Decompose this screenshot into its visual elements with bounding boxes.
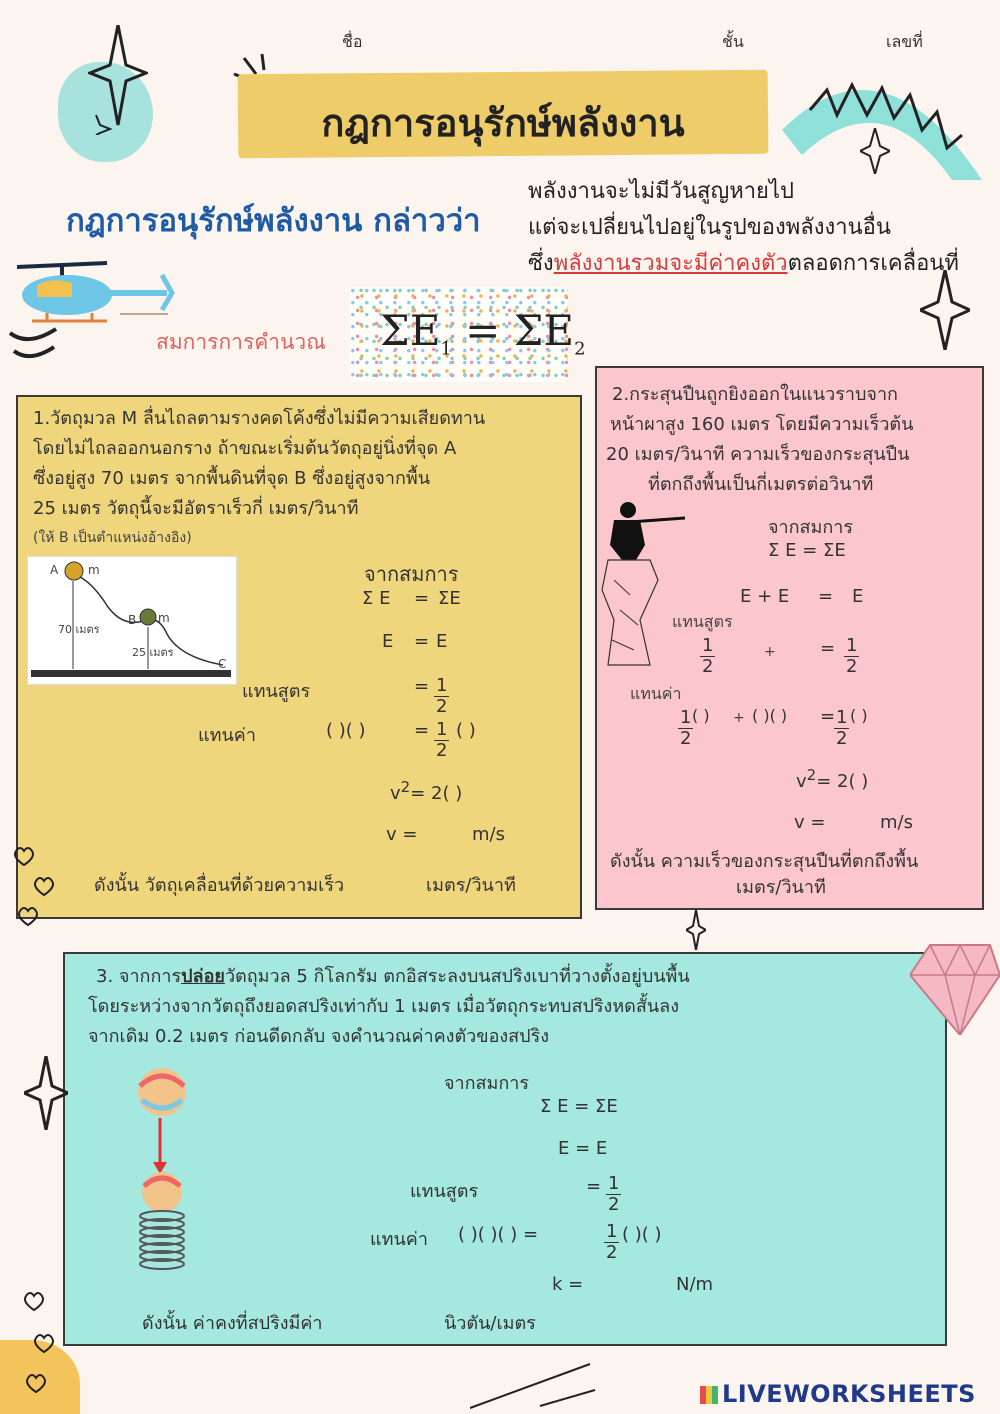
q1-half-1: $\frac{1}{2}$ bbox=[436, 675, 448, 717]
law-line-3-pre: ซึ่ง bbox=[528, 251, 554, 276]
q3-paren-pair: ( )( ) bbox=[622, 1224, 662, 1245]
liveworksheets-logo[interactable]: LIVEWORKSHEETS bbox=[700, 1380, 976, 1408]
q2-paren-one-2: ( ) bbox=[850, 706, 868, 725]
logo-icon bbox=[700, 1386, 718, 1404]
law-line-2: แต่จะเปลี่ยนไปอยู่ในรูปของพลังงานอื่น bbox=[528, 215, 891, 240]
q2-value-eq: = bbox=[820, 706, 836, 727]
q3-sub-formula: แทนสูตร bbox=[410, 1181, 479, 1202]
equation-label: สมการการคำนวณ bbox=[156, 330, 326, 354]
q2-from-equation: จากสมการ bbox=[768, 517, 854, 538]
page-title: กฎการอนุรักษ์พลังงาน bbox=[321, 101, 685, 145]
q2-answer-line-1: ดังนั้น ความเร็วของกระสุนปืนที่ตกถึงพื้น bbox=[610, 851, 919, 872]
q3-line-2: โดยระหว่างจากวัตถุถึงยอดสปริงเท่ากับ 1 เมตร เมื่อวัตถุกระทบสปริงหดสั้นลง bbox=[88, 996, 679, 1017]
q1-line-1: 1.วัตถุมวล M ลื่นไถลตามรางคดโค้งซึ่งไม่มีความเสียดทาน bbox=[33, 408, 486, 429]
q1-e-eq: = bbox=[414, 631, 430, 652]
q1-formula-eq: = bbox=[414, 676, 430, 697]
law-subtitle: กฎการอนุรักษ์พลังงาน กล่าวว่า bbox=[66, 203, 481, 239]
law-line-3-post: ตลอดการเคลื่อนที่ bbox=[787, 251, 959, 276]
q3-parens: ( )( )( ) = bbox=[458, 1224, 539, 1245]
diagram-mass-b: m bbox=[158, 611, 170, 625]
law-line-1: พลังงานจะไม่มีวันสูญหายไป bbox=[528, 179, 794, 204]
q1-unit: m/s bbox=[472, 824, 505, 845]
q1-sub-formula: แทนสูตร bbox=[242, 681, 311, 702]
q1-line-2: โดยไม่ไถลออกนอกราง ถ้าขณะเริ่มต้นวัตถุอยู่นิ่งที่จุด A bbox=[33, 438, 457, 459]
gem-icon bbox=[910, 935, 1000, 1039]
q2-sum-line: Σ E = ΣE bbox=[768, 540, 846, 561]
equation-equals: = bbox=[465, 306, 501, 355]
q1-eq-sign: = bbox=[414, 588, 430, 609]
equation-lhs-sub: 1 bbox=[440, 338, 452, 360]
law-highlight: พลังงานรวมจะมีค่าคงตัว bbox=[553, 251, 788, 276]
q2-plus: + bbox=[764, 644, 776, 660]
equation-rhs-sub: 2 bbox=[574, 338, 586, 360]
sparkle-icon bbox=[24, 1056, 68, 1134]
q2-v-squared: $v^2= 2$( ) bbox=[796, 766, 869, 792]
track-diagram bbox=[27, 556, 237, 685]
q2-half-4: $\frac{1}{2}$ bbox=[836, 707, 848, 749]
sparkle-icon bbox=[860, 128, 890, 178]
q1-answer-unit: เมตร/วินาที bbox=[426, 875, 516, 896]
q1-answer-pre: ดังนั้น วัตถุเคลื่อนที่ด้วยความเร็ว bbox=[94, 875, 345, 896]
q1-e-left: E bbox=[382, 631, 394, 652]
q3-half-1: $\frac{1}{2}$ bbox=[608, 1173, 620, 1215]
sparkle-icon bbox=[686, 910, 706, 954]
q1-sum-e2: ΣE bbox=[438, 588, 461, 609]
q3-line-3: จากเดิม 0.2 เมตร ก่อนดีดกลับ จงคำนวณค่าคงตัวของสปริง bbox=[88, 1026, 550, 1047]
q1-e-right: E bbox=[436, 631, 448, 652]
equation-lhs: ΣE bbox=[380, 306, 441, 355]
scribble-decoration bbox=[470, 1360, 600, 1414]
q2-sub-value: แทนค่า bbox=[630, 684, 682, 703]
q2-e-line-eq: = bbox=[818, 586, 834, 607]
q2-line-2: หน้าผาสูง 160 เมตร โดยมีความเร็วต้น bbox=[610, 414, 914, 435]
q2-paren-one: ( ) bbox=[692, 706, 710, 725]
q3-half-2: $\frac{1}{2}$ bbox=[606, 1221, 618, 1263]
equation-rhs: ΣE bbox=[513, 306, 575, 355]
q2-line-1: 2.กระสุนปืนถูกยิงออกในแนวราบจาก bbox=[612, 384, 898, 405]
q2-half-1: $\frac{1}{2}$ bbox=[702, 635, 714, 677]
q3-from-equation: จากสมการ bbox=[444, 1073, 530, 1094]
q2-answer-line-2: เมตร/วินาที bbox=[736, 877, 826, 898]
q1-from-equation: จากสมการ bbox=[364, 562, 459, 586]
q1-sub-value: แทนค่า bbox=[198, 725, 256, 746]
q1-half-2: $\frac{1}{2}$ bbox=[436, 719, 448, 761]
q3-sum-line: Σ E = ΣE bbox=[540, 1096, 618, 1117]
number-label: เลขที่ bbox=[886, 32, 923, 51]
q3-answer-blank[interactable] bbox=[372, 1306, 436, 1330]
q2-v-line: v = bbox=[794, 812, 826, 833]
q2-paren-pair: ( )( ) bbox=[752, 706, 788, 725]
q2-plus-2: + bbox=[733, 710, 745, 726]
ball-and-spring-icon bbox=[130, 1066, 200, 1290]
q3-k-line: k = bbox=[552, 1274, 584, 1295]
q2-sub-formula: แทนสูตร bbox=[672, 612, 733, 631]
sparkle-icon bbox=[920, 270, 970, 354]
q1-answer-blank[interactable] bbox=[374, 868, 420, 892]
q2-line-4: ที่ตกถึงพื้นเป็นกี่เมตรต่อวินาที bbox=[648, 474, 874, 495]
q1-value-eq: = bbox=[414, 720, 430, 741]
soldier-on-cliff-icon bbox=[600, 500, 690, 674]
diagram-height-a: 70 เมตร bbox=[58, 623, 100, 636]
q2-e-line-right: E bbox=[852, 586, 864, 607]
diagram-point-a: A bbox=[50, 563, 59, 577]
main-equation bbox=[380, 306, 586, 359]
q1-line-4: 25 เมตร วัตถุนี้จะมีอัตราเร็วกี่ เมตร/วินาที bbox=[33, 498, 359, 519]
q2-half-2: $\frac{1}{2}$ bbox=[846, 635, 858, 677]
q2-formula-eq: = bbox=[820, 638, 836, 659]
q1-line-3: ซึ่งอยู่สูง 70 เมตร จากพื้นดินที่จุด B ซึ่งอยู่สูงจากพื้น bbox=[33, 468, 431, 489]
class-label: ชั้น bbox=[722, 32, 744, 51]
diagram-point-b: B bbox=[128, 613, 137, 627]
law-statement bbox=[528, 174, 959, 282]
q1-v-line: v = bbox=[386, 824, 418, 845]
diagram-height-b: 25 เมตร bbox=[132, 646, 174, 659]
q2-e-line-left: E + E bbox=[740, 586, 790, 607]
sparkle-icon bbox=[88, 25, 148, 139]
hearts-decoration bbox=[22, 1290, 62, 1404]
q1-paren-one: ( ) bbox=[456, 720, 476, 741]
hearts-decoration bbox=[14, 845, 74, 939]
q1-note: (ให้ B เป็นตำแหน่งอ้างอิง) bbox=[33, 530, 192, 546]
q3-answer-pre: ดังนั้น ค่าคงที่สปริงมีค่า bbox=[142, 1313, 323, 1334]
name-label: ชื่อ bbox=[342, 32, 363, 51]
q1-parens: ( )( ) bbox=[326, 720, 366, 741]
q1-v-squared: $v^2= 2$( ) bbox=[390, 778, 463, 804]
q3-line-1: 3. จากการปล่อยวัตถุมวล 5 กิโลกรัม ตกอิสระลงบนสปริงเบาที่วางตั้งอยู่บนพื้น bbox=[96, 966, 690, 987]
q3-answer-unit: นิวตัน/เมตร bbox=[444, 1313, 536, 1334]
q2-line-3: 20 เมตร/วินาที ความเร็วของกระสุนปืน bbox=[606, 444, 910, 465]
q3-sub-value: แทนค่า bbox=[370, 1229, 428, 1250]
q2-unit: m/s bbox=[880, 812, 913, 833]
swoosh-decoration bbox=[8, 325, 58, 369]
q3-e-line: E = E bbox=[558, 1138, 608, 1159]
diagram-point-c: C bbox=[218, 657, 227, 671]
underline-decoration bbox=[120, 313, 168, 315]
law-line-3 bbox=[528, 246, 959, 282]
q3-formula-eq: = bbox=[586, 1176, 602, 1197]
q1-sum-e: Σ E bbox=[362, 588, 391, 609]
q2-half-3: $\frac{1}{2}$ bbox=[680, 707, 692, 749]
diagram-mass-a: m bbox=[88, 563, 100, 577]
q3-unit: N/m bbox=[676, 1274, 714, 1295]
